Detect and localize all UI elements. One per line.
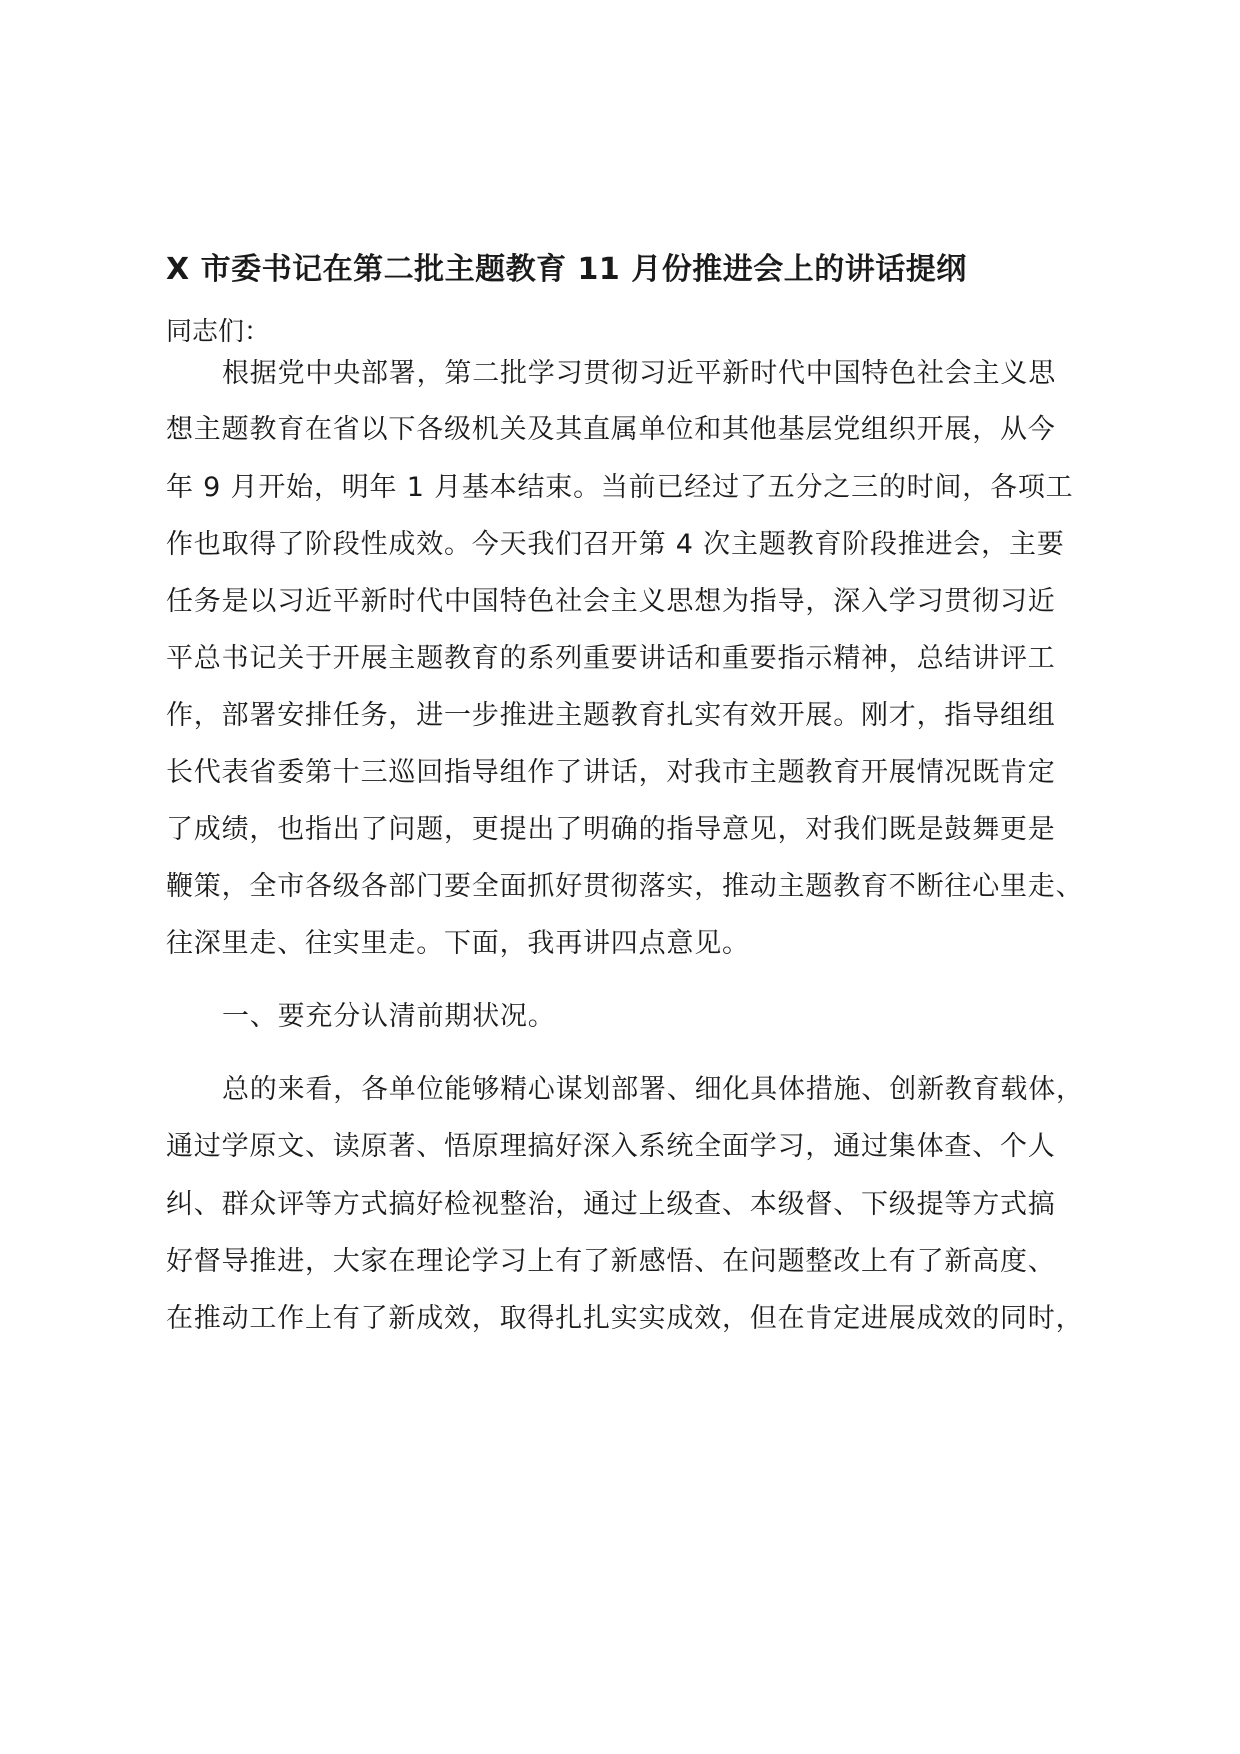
paragraph-1-line: 作也取得了阶段性成效。今天我们召开第 4 次主题教育阶段推进会，主要 — [166, 529, 1065, 560]
salutation: 同志们： — [166, 317, 271, 347]
paragraph-1-line: 鞭策，全市各级各部门要全面抓好贯彻落实，推动主题教育不断往心里走、 — [166, 871, 1084, 902]
paragraph-1-line: 了成绩，也指出了问题，更提出了明确的指导意见，对我们既是鼓舞更是 — [166, 814, 1056, 845]
document-title: X 市委书记在第二批主题教育 11 月份推进会上的讲话提纲 — [166, 252, 967, 287]
paragraph-1-line: 长代表省委第十三巡回指导组作了讲话，对我市主题教育开展情况既肯定 — [166, 757, 1056, 788]
paragraph-1-line: 作，部署安排任务，进一步推进主题教育扎实有效开展。刚才，指导组组 — [166, 700, 1056, 731]
paragraph-2-line: 好督导推进，大家在理论学习上有了新感悟、在问题整改上有了新高度、 — [166, 1246, 1056, 1277]
paragraph-2-line: 纠、群众评等方式搞好检视整治，通过上级查、本级督、下级提等方式搞 — [166, 1189, 1056, 1220]
paragraph-1-line: 想主题教育在省以下各级机关及其直属单位和其他基层党组织开展，从今 — [166, 414, 1056, 445]
paragraph-1-line: 平总书记关于开展主题教育的系列重要讲话和重要指示精神，总结讲评工 — [166, 643, 1056, 674]
paragraph-2-line: 通过学原文、读原著、悟原理搞好深入系统全面学习，通过集体查、个人 — [166, 1131, 1056, 1162]
paragraph-2-line: 总的来看，各单位能够精心谋划部署、细化具体措施、创新教育载体， — [222, 1074, 1084, 1105]
paragraph-1-line: 任务是以习近平新时代中国特色社会主义思想为指导，深入学习贯彻习近 — [166, 586, 1056, 617]
paragraph-1-line: 根据党中央部署，第二批学习贯彻习近平新时代中国特色社会主义思 — [222, 358, 1056, 389]
section-heading-1: 一、要充分认清前期状况。 — [222, 1001, 556, 1032]
paragraph-1-line: 年 9 月开始，明年 1 月基本结束。当前已经过了五分之三的时间，各项工 — [166, 472, 1074, 503]
paragraph-1-line: 往深里走、往实里走。下面，我再讲四点意见。 — [166, 928, 750, 959]
paragraph-2-line: 在推动工作上有了新成效，取得扎扎实实成效，但在肯定进展成效的同时， — [166, 1303, 1084, 1334]
